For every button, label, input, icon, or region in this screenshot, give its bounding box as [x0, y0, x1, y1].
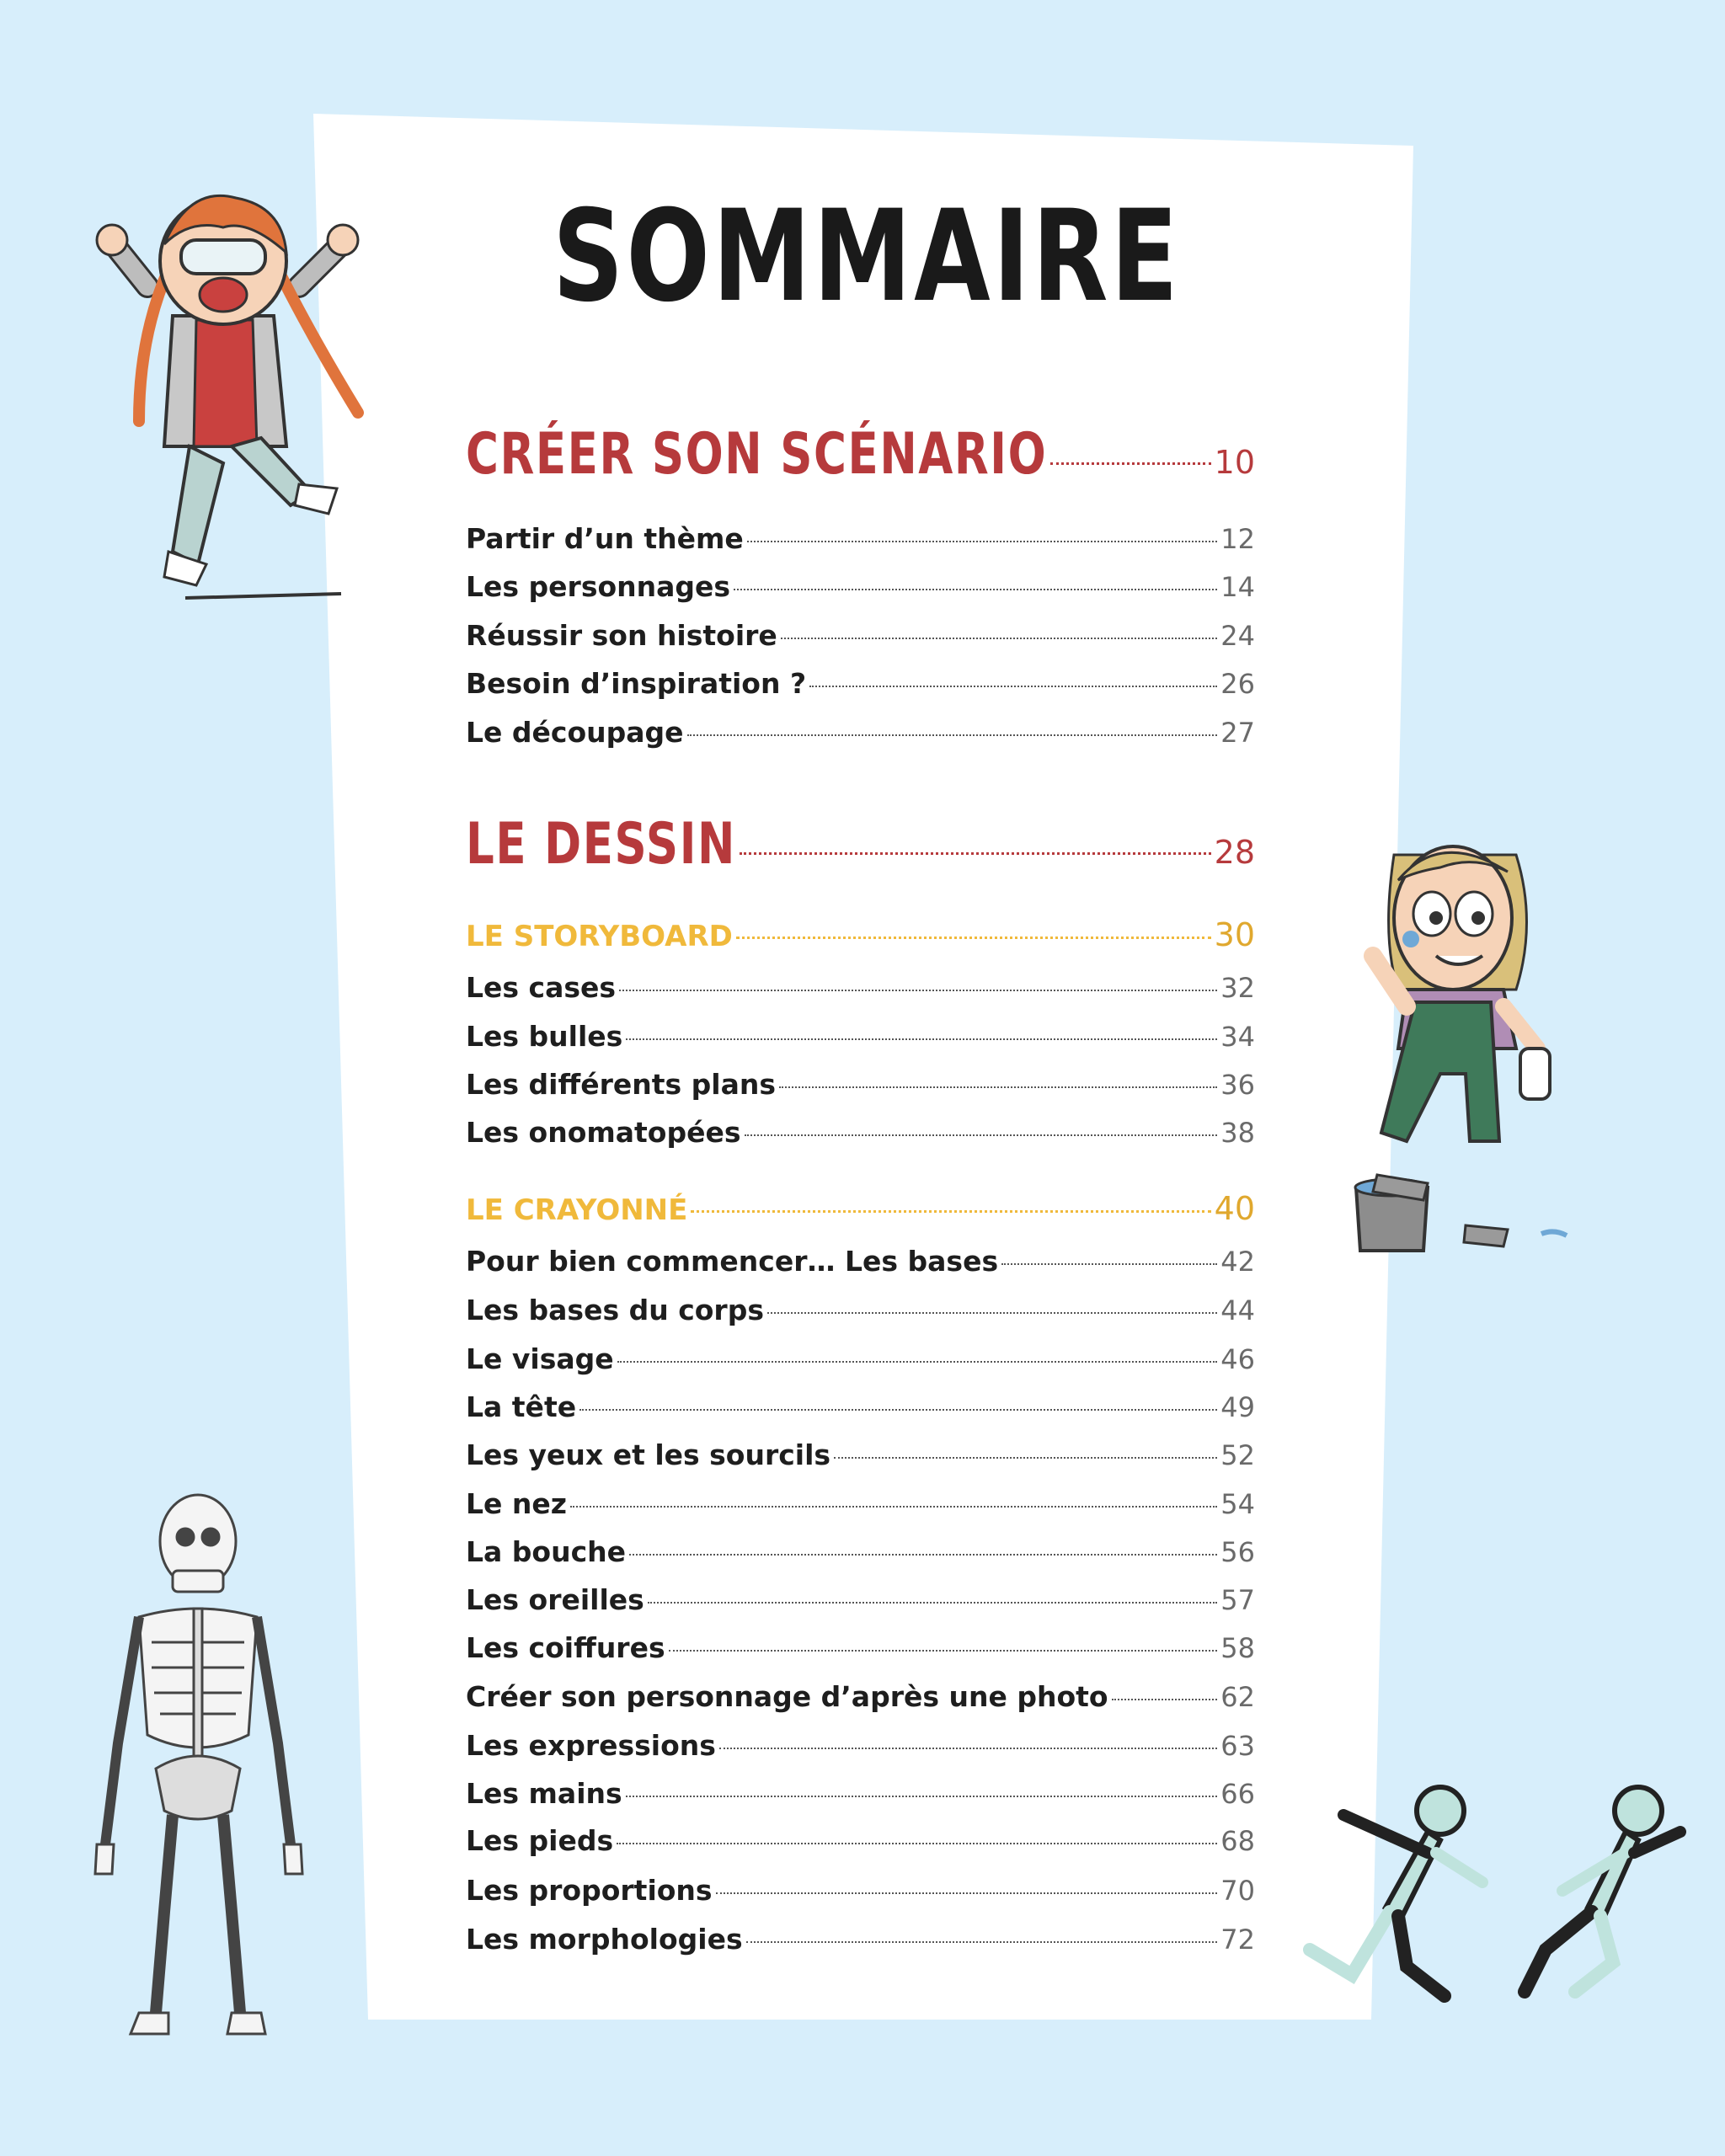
toc-label: Les onomatopées: [466, 1116, 741, 1149]
toc-page-number: 36: [1220, 1069, 1255, 1101]
toc-label: Le nez: [466, 1487, 567, 1520]
toc-label: Les pieds: [466, 1824, 614, 1857]
toc-entry[interactable]: [466, 1777, 1255, 1819]
dot-leader: [746, 1941, 1218, 1943]
toc-label: CRÉER SON SCÉNARIO: [466, 421, 1048, 488]
toc-entry[interactable]: [466, 1824, 1255, 1866]
toc-entry[interactable]: [466, 570, 1255, 612]
toc-entry[interactable]: [466, 1535, 1255, 1577]
toc-entry[interactable]: [466, 1116, 1255, 1158]
toc-entry[interactable]: [466, 971, 1255, 1013]
dot-leader: [1050, 462, 1210, 465]
toc-page-number: 44: [1220, 1294, 1255, 1326]
skeleton-illustration: [72, 1491, 324, 2047]
toc-label: Les mains: [466, 1777, 622, 1810]
toc-page-number: 46: [1220, 1343, 1255, 1375]
dot-leader: [691, 1210, 1210, 1213]
dot-leader: [619, 990, 1217, 991]
toc-label: LE STORYBOARD: [466, 920, 733, 953]
toc-label: Les proportions: [466, 1874, 713, 1907]
toc-page-number: 34: [1220, 1021, 1255, 1053]
toc-entry[interactable]: [466, 1680, 1255, 1722]
dot-leader: [617, 1361, 1218, 1363]
dot-leader: [781, 638, 1217, 639]
toc-label-wrap: [466, 417, 1047, 493]
dot-leader: [740, 852, 1211, 855]
toc-entry[interactable]: [466, 1874, 1255, 1916]
toc-page-number: 27: [1220, 717, 1255, 749]
toc-label: Partir d’un thème: [466, 522, 744, 555]
toc-page-number: 66: [1220, 1778, 1255, 1810]
dot-leader: [626, 1038, 1217, 1040]
toc-label: LE DESSIN: [466, 811, 736, 878]
toc-page-number: 42: [1220, 1246, 1255, 1278]
dot-leader: [834, 1457, 1217, 1459]
toc-page-number: 28: [1214, 834, 1255, 871]
table-of-contents: [466, 0, 1255, 2156]
page-title: SOMMAIRE: [553, 184, 1181, 330]
toc-entry[interactable]: [466, 1583, 1255, 1625]
jumping-girl-illustration: [88, 168, 375, 606]
dot-leader: [716, 1892, 1218, 1894]
toc-entry[interactable]: [466, 1729, 1255, 1771]
toc-label: Pour bien commencer… Les bases: [466, 1245, 999, 1278]
toc-page-number: 68: [1220, 1825, 1255, 1857]
toc-entry[interactable]: [466, 1487, 1255, 1529]
toc-label: Les expressions: [466, 1729, 716, 1762]
toc-label-wrap: [466, 807, 736, 883]
toc-page-number: 24: [1220, 620, 1255, 652]
toc-entry[interactable]: [466, 1438, 1255, 1481]
toc-subsection[interactable]: [466, 1190, 1255, 1232]
toc-entry[interactable]: [466, 716, 1255, 758]
toc-entry[interactable]: [466, 619, 1255, 661]
toc-entry[interactable]: [466, 667, 1255, 709]
toc-entry[interactable]: [466, 1342, 1255, 1385]
toc-label: Le découpage: [466, 716, 684, 749]
toc-label: Créer son personnage d’après une photo: [466, 1680, 1108, 1713]
toc-page-number: 49: [1220, 1391, 1255, 1423]
toc-label: Les yeux et les sourcils: [466, 1438, 831, 1471]
painter-girl-illustration: [1348, 821, 1592, 1267]
toc-label: Les coiffures: [466, 1631, 665, 1664]
toc-page-number: 70: [1220, 1875, 1255, 1907]
toc-page-number: 12: [1220, 523, 1255, 555]
toc-page-number: 63: [1220, 1730, 1255, 1762]
toc-page-number: 58: [1220, 1632, 1255, 1664]
dot-leader: [617, 1843, 1217, 1844]
dot-leader: [736, 937, 1211, 939]
toc-entry[interactable]: [466, 1631, 1255, 1673]
dot-leader: [734, 589, 1217, 590]
dot-leader: [648, 1602, 1217, 1604]
toc-label: Réussir son histoire: [466, 619, 777, 652]
dot-leader: [745, 1134, 1218, 1136]
toc-label: La bouche: [466, 1535, 627, 1568]
toc-entry[interactable]: [466, 522, 1255, 564]
running-figures-illustration: [1293, 1781, 1697, 2009]
toc-entry[interactable]: [466, 1390, 1255, 1433]
toc-entry[interactable]: [466, 1294, 1255, 1336]
dot-leader: [1112, 1699, 1218, 1700]
toc-page-number: 57: [1220, 1584, 1255, 1616]
toc-entry[interactable]: [466, 1020, 1255, 1062]
toc-label: Les différents plans: [466, 1068, 776, 1101]
toc-label: La tête: [466, 1390, 577, 1423]
dot-leader: [747, 541, 1218, 542]
dot-leader: [570, 1506, 1217, 1508]
dot-leader: [767, 1312, 1217, 1314]
dot-leader: [579, 1409, 1217, 1411]
toc-page-number: 26: [1220, 668, 1255, 700]
toc-page-number: 54: [1220, 1488, 1255, 1520]
toc-label: Les personnages: [466, 570, 731, 603]
toc-subsection[interactable]: [466, 916, 1255, 958]
dot-leader: [719, 1748, 1217, 1749]
dot-leader: [779, 1086, 1217, 1088]
toc-label: Besoin d’inspiration ?: [466, 667, 807, 700]
dot-leader: [669, 1650, 1218, 1652]
dot-leader: [809, 686, 1217, 687]
dot-leader: [629, 1554, 1217, 1556]
toc-label: Les oreilles: [466, 1583, 644, 1616]
toc-section[interactable]: [466, 417, 1255, 493]
toc-page-number: 38: [1220, 1117, 1255, 1149]
toc-page-number: 52: [1220, 1439, 1255, 1471]
toc-page-number: 32: [1220, 972, 1255, 1004]
toc-entry[interactable]: [466, 1245, 1255, 1287]
toc-entry[interactable]: [466, 1923, 1255, 1965]
toc-label: Les bases du corps: [466, 1294, 764, 1326]
dot-leader: [626, 1796, 1218, 1797]
toc-page-number: 14: [1220, 571, 1255, 603]
toc-section[interactable]: [466, 807, 1255, 883]
toc-label: LE CRAYONNÉ: [466, 1193, 688, 1227]
dot-leader: [687, 734, 1218, 736]
toc-page-number: 30: [1214, 916, 1255, 953]
toc-page-number: 56: [1220, 1536, 1255, 1568]
toc-label: Les cases: [466, 971, 617, 1004]
dot-leader: [1001, 1263, 1217, 1265]
toc-page-number: 40: [1214, 1190, 1255, 1227]
toc-page-number: 10: [1214, 444, 1255, 481]
toc-page-number: 62: [1220, 1681, 1255, 1713]
toc-entry[interactable]: [466, 1068, 1255, 1110]
toc-label: Les morphologies: [466, 1923, 743, 1956]
toc-label: Les bulles: [466, 1020, 623, 1053]
toc-page-number: 72: [1220, 1924, 1255, 1956]
toc-label: Le visage: [466, 1342, 614, 1375]
